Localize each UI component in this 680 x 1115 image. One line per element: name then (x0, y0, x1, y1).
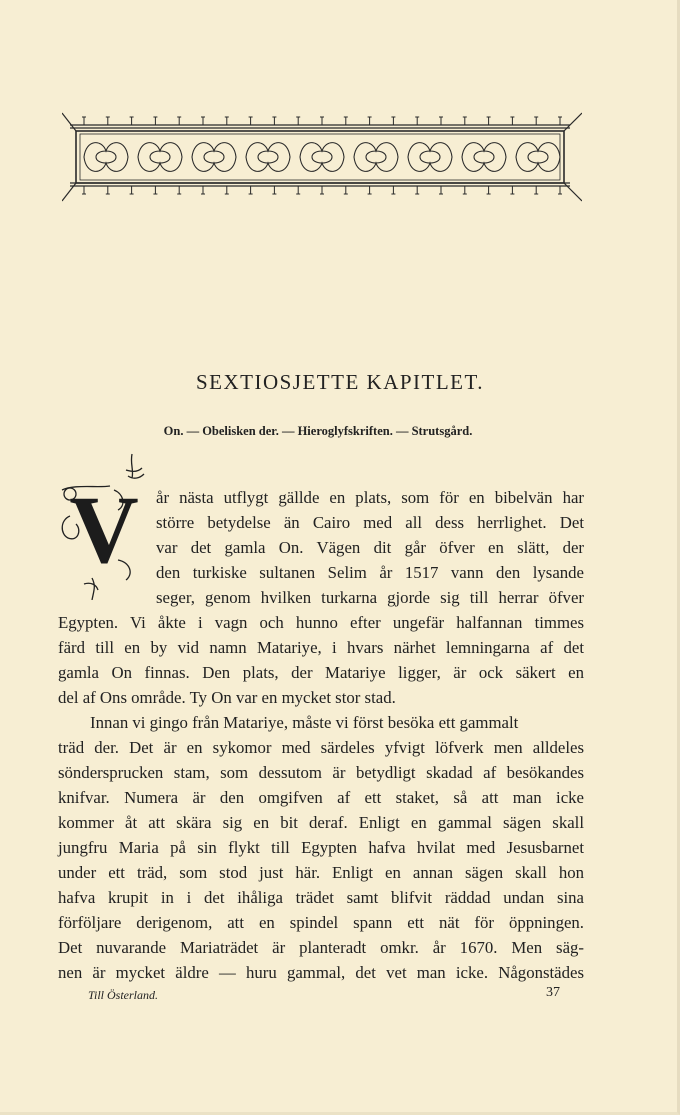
page-number: 37 (546, 985, 560, 1000)
chapter-title: SEXTIOSJETTE KAPITLET. (195, 370, 485, 394)
text-line: jungfru Maria på sin flykt till Egypten hafva hvilat med Jesusbarnet (58, 838, 584, 857)
text-line: färd till en by vid namn Matariye, i hvars närhet lemningarna af det (58, 638, 584, 657)
decorative-initial (58, 450, 150, 600)
text-line: hafva krupit in i det ihåliga trädet samt blifvit räddad undan sina (58, 888, 584, 907)
text-line: under ett träd, som stod just här. Enligt en annan sägen skall hon (58, 863, 584, 882)
text-line: del af Ons område. Ty On var en mycket stor stad. (58, 688, 396, 707)
text-line: år nästa utflygt gällde en plats, som för en bibelvän har (156, 488, 584, 507)
text-line: träd der. Det är en sykomor med särdeles yfvigt löfverk men alldeles (58, 738, 584, 757)
text-line: seger, genom hvilken turkarna gjorde sig till herrar öfver (156, 588, 584, 607)
text-line: kommer åt att skära sig en bit deraf. Enligt en gammal sägen skall (58, 813, 584, 832)
chapter-subtitle: On. — Obelisken der. — Hieroglyfskriften. — Strutsgård. (163, 424, 473, 438)
text-line: förföljare derigenom, att en spindel spann ett nät för öppningen. (58, 913, 584, 932)
text-line: knifvar. Numera är den omgifven af ett staket, så att man icke (58, 788, 584, 807)
text-line: söndersprucken stam, som dessutom är betydligt skadad af besökandes (58, 763, 584, 782)
text-line: var det gamla On. Vägen dit går öfver en slätt, der (156, 538, 584, 557)
initial-letter: V (69, 476, 139, 583)
text-line: den turkiske sultanen Selim år 1517 vann den lysande (156, 563, 584, 582)
text-line: större betydelse än Cairo med all dess herrlighet. Det (156, 513, 584, 532)
text-line: nen är mycket äldre — huru gammal, det vet man icke. Någonstädes (58, 963, 584, 982)
footer-book-title: Till Österland. (88, 988, 159, 1002)
text-line: Egypten. Vi åkte i vagn och hunno efter ungefär halfannan timmes (58, 613, 584, 632)
text-line: gamla On finnas. Den plats, der Matariye ligger, är ock säkert en (58, 663, 584, 682)
text-line: Innan vi gingo från Matariye, måste vi först besöka ett gammalt (90, 713, 519, 732)
header-ornament (62, 105, 582, 205)
text-line: Det nuvarande Mariaträdet är planteradt omkr. år 1670. Men säg- (58, 938, 584, 957)
